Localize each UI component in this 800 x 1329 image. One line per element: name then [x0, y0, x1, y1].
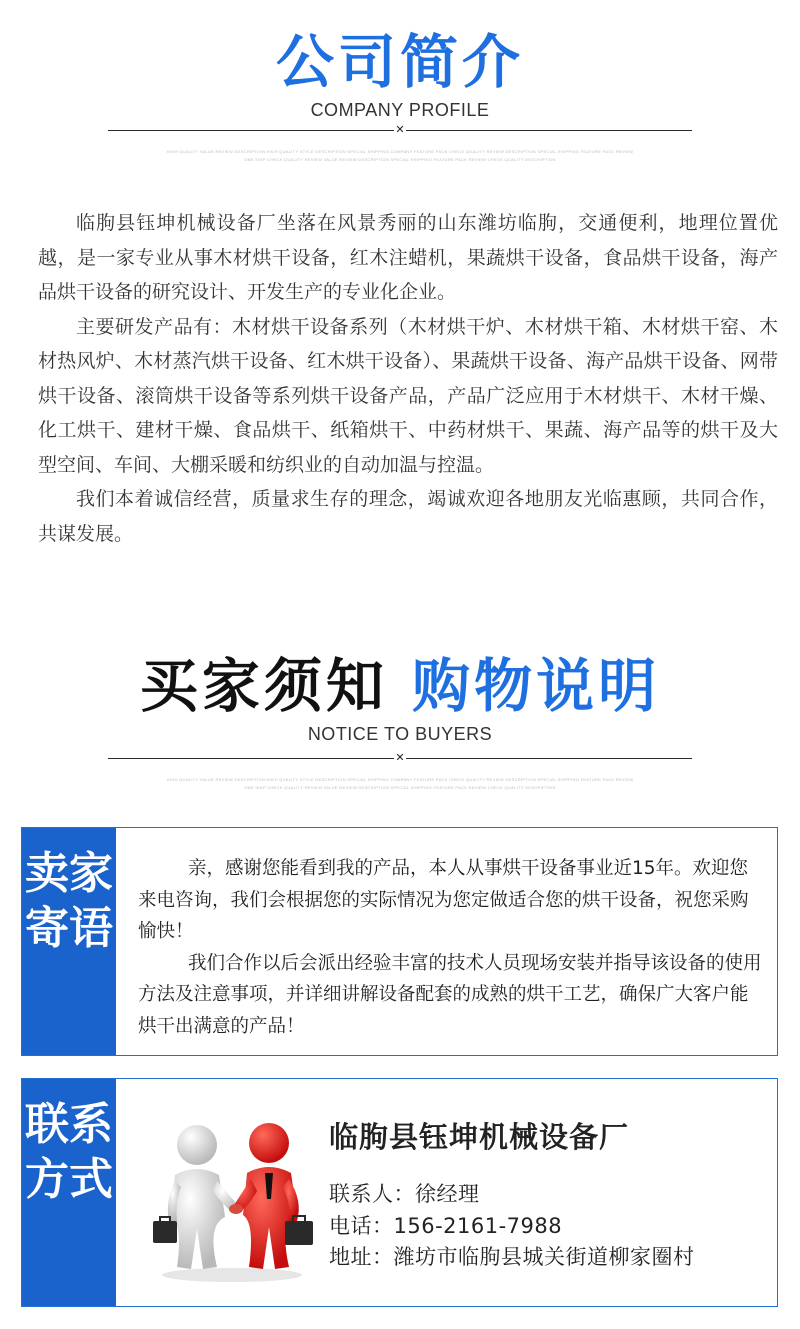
- contact-label: 联系方式: [22, 1079, 116, 1306]
- profile-header: [0, 28, 800, 121]
- notice-divider: [108, 751, 692, 764]
- notice-fine-print-2: ONE SHIP CHECK QUALITY REVIEW VALUE REVIEW DESCRIPTION SPECIAL SHIPPING FEATURE PACK REVIEW CHECK QUALITY DESCRIPTION: [244, 785, 556, 790]
- contact-person: 联系人：徐经理: [329, 1182, 480, 1206]
- profile-body: [38, 206, 778, 551]
- contact-phone[interactable]: 电话：156-2161-7988: [329, 1214, 563, 1238]
- notice-fine-print-1: HIGH QUALITY VALUE REVIEW DESCRIPTION HIGH QUALITY STYLE DESCRIPTION SPECIAL SHIPPING COMPANY FEATURE PACK CHECK QUALITY REVIEW DESCRIPTION SPECIAL SHIPPING FEATURE PACK REVIEW: [166, 777, 634, 782]
- profile-subtitle: COMPANY PROFILE: [310, 100, 490, 120]
- notice-title-blue: 购物说明: [412, 652, 661, 720]
- profile-fine-print-2: ONE SHIP CHECK QUALITY REVIEW VALUE REVIEW DESCRIPTION SPECIAL SHIPPING FEATURE PACK REVIEW CHECK QUALITY DESCRIPTION: [244, 157, 556, 162]
- contact-address: 地址：潍坊市临朐县城关街道柳家圈村: [329, 1245, 695, 1269]
- seller-message-card: [21, 827, 778, 1056]
- handshake-icon: [147, 1117, 317, 1287]
- profile-divider: [108, 123, 692, 136]
- seller-paragraph: 亲，感谢您能看到我的产品，本人从事烘干设备事业近15年。欢迎您来电咨询，我们会根据您的实际情况为您定做适合您的烘干设备，祝您采购愉快！: [138, 858, 749, 942]
- divider-x-icon: ✕: [395, 123, 405, 136]
- profile-paragraph: 我们本着诚信经营，质量求生存的理念，竭诚欢迎各地朋友光临惠顾，共同合作，共谋发展。: [38, 488, 778, 545]
- contact-card: [21, 1078, 778, 1307]
- profile-fine-print-1: HIGH QUALITY VALUE REVIEW DESCRIPTION HIGH QUALITY STYLE DESCRIPTION SPECIAL SHIPPING COMPANY FEATURE PACK CHECK QUALITY REVIEW DESCRIPTION SPECIAL SHIPPING FEATURE PACK REVIEW: [166, 149, 634, 154]
- seller-message-text: [138, 853, 764, 1042]
- notice-subtitle: NOTICE TO BUYERS: [307, 724, 493, 744]
- seller-paragraph: 我们合作以后会派出经验丰富的技术人员现场安装并指导该设备的使用方法及注意事项，并详细讲解设备配套的成熟的烘干工艺，确保广大客户能烘干出满意的产品！: [138, 952, 762, 1037]
- profile-paragraph: 主要研发产品有：木材烘干设备系列（木材烘干炉、木材烘干箱、木材烘干窑、木材热风炉、木材蒸汽烘干设备、红木烘干设备）、果蔬烘干设备、海产品烘干设备、网带烘干设备、滚筒烘干设备等系列烘干设备产品，产品广泛应用于木材烘干、木材干燥、化工烘干、建材干燥、食品烘干、纸箱烘干、中药材烘干、果蔬、海产品等的烘干及大型空间、车间、大棚采暖和纺织业的自动加温与控温。: [38, 315, 778, 476]
- profile-title: 公司简介: [275, 28, 524, 96]
- seller-message-label: 卖家寄语: [22, 828, 116, 1055]
- notice-header: [0, 652, 800, 745]
- profile-paragraph: 临朐县钰坤机械设备厂坐落在风景秀丽的山东潍坊临朐，交通便利，地理位置优越，是一家专业从事木材烘干设备，红木注蜡机，果蔬烘干设备，食品烘干设备，海产品烘干设备的研究设计、开发生产的专业化企业。: [38, 212, 778, 303]
- divider-x-icon: ✕: [395, 751, 405, 764]
- company-name: 临朐县钰坤机械设备厂: [329, 1120, 630, 1154]
- notice-title-dark: 买家须知: [139, 652, 388, 720]
